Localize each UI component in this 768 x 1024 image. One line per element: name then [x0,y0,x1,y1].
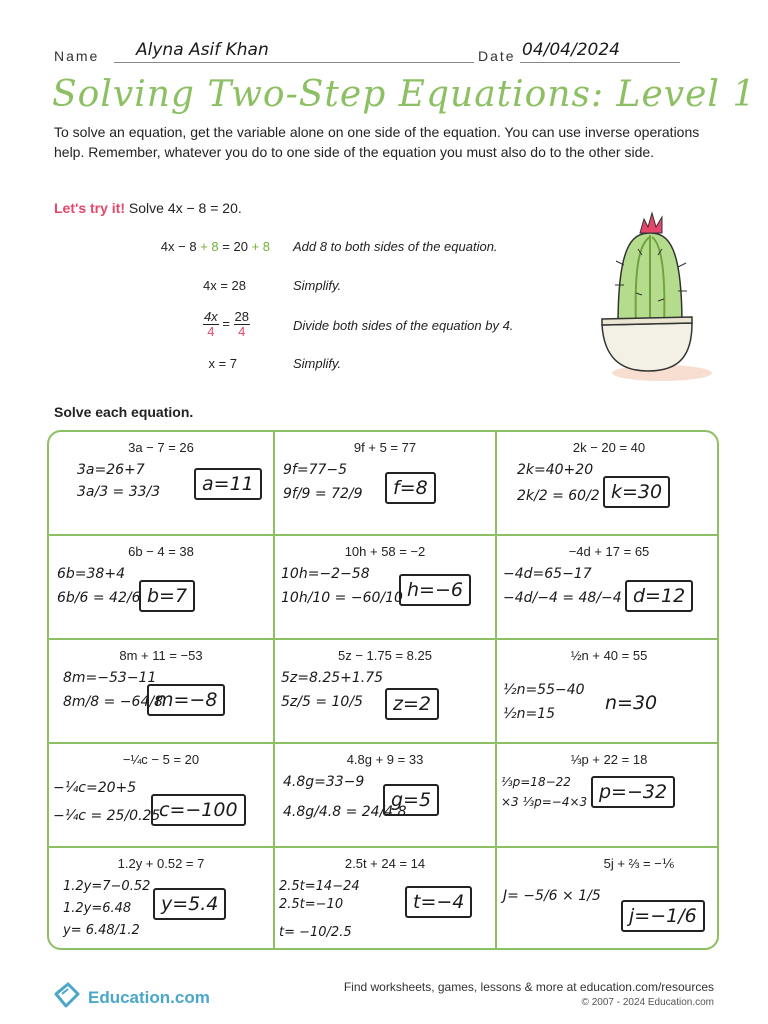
work-line: ⅓p=18−22 [501,775,571,789]
answer-text[interactable]: n=30 [605,692,658,714]
answer-box[interactable]: b=7 [139,580,195,612]
answer-box[interactable]: y=5.4 [153,888,226,920]
answer-box[interactable]: h=−6 [399,574,471,606]
work-line: 8m=−53−11 [63,670,157,686]
problem-grid [47,430,719,950]
work-line: 1.2y=7−0.52 [63,879,151,894]
step-1-left: 4x − 8 [160,239,197,254]
problem-cell [497,848,719,950]
name-field[interactable]: Alyna Asif Khan [136,40,269,60]
problem-equation: 1.2y + 0.52 = 7 [117,856,205,871]
problem-equation: 4.8g + 9 = 33 [346,752,424,767]
work-line: 2k=40+20 [517,462,594,478]
example-prompt: Solve 4x − 8 = 20. [128,200,242,216]
example-step-3-note: Divide both sides of the equation by 4. [293,318,514,333]
problem-equation: 3a − 7 = 26 [128,440,194,455]
problem-equation: 9f + 5 = 77 [353,440,417,455]
cactus-illustration [596,205,716,385]
work-line: 10h/10 = −60/10 [281,590,403,606]
problem-cell [275,536,497,640]
work-line: 5z=8.25+1.75 [281,670,384,686]
problem-cell [49,536,275,640]
problem-equation: 2k − 20 = 40 [572,440,646,455]
answer-box[interactable]: a=11 [194,468,262,500]
step-3-left-denominator: 4 [207,324,215,339]
work-line: 9f=77−5 [283,462,348,478]
problem-cell [275,432,497,536]
problem-cell [49,640,275,744]
work-line: 1.2y=6.48 [63,901,132,916]
problem-cell [497,432,719,536]
example-step-4-equation: x = 7 [208,356,237,371]
problem-cell [497,744,719,848]
work-line: ½n=15 [503,706,555,722]
example-step-2-note: Simplify. [293,278,342,293]
problem-cell [49,848,275,950]
date-label: Date [478,48,516,64]
example-step-2-equation: 4x = 28 [202,278,246,293]
header-row [54,42,714,66]
name-line [114,62,474,63]
answer-box[interactable]: k=30 [603,476,670,508]
date-field[interactable]: 04/04/2024 [522,40,620,60]
answer-box[interactable]: m=−8 [147,684,225,716]
intro-paragraph: To solve an equation, get the variable alone on one side of the equation. You can use inverse operations help. Remember, whatever you do to one side of the equation you must also do to the other side. [54,124,700,160]
problem-equation: 5j + ⅔ = −⅙ [603,856,675,871]
problem-cell [49,744,275,848]
step-1-add-left: + 8 [200,239,219,254]
work-line: 2.5t=−10 [279,897,344,912]
work-line: 2k/2 = 60/2 [517,488,600,504]
problem-equation: ⅓p + 22 = 18 [570,752,648,767]
work-line: 6b/6 = 42/6 [57,590,141,606]
work-line: −4d/−4 = 48/−4 [503,590,622,606]
answer-box[interactable]: z=2 [385,688,439,720]
work-line: J= −5/6 × 1/5 [503,888,601,904]
step-3-right-fraction [234,310,250,339]
work-line: 8m/8 = −64/8 [63,694,163,710]
work-line: −4d=65−17 [503,566,592,582]
name-label: Name [54,48,100,64]
step-3-right-numerator: 28 [234,309,249,324]
education-logo[interactable] [52,976,222,1016]
work-line: y= 6.48/1.2 [63,923,140,938]
problem-cell [497,640,719,744]
example-step-1-equation [120,239,270,254]
education-logo-text: Education.com [88,988,210,1007]
example-intro [54,200,242,216]
problem-equation: −¼c − 5 = 20 [122,752,200,767]
education-logo-icon [52,980,82,1010]
problem-equation: 6b − 4 = 38 [128,544,194,559]
answer-box[interactable]: d=12 [625,580,693,612]
work-line: 4.8g=33−9 [283,774,365,790]
step-1-add-right: + 8 [251,239,270,254]
example-step-3-equation [120,310,250,339]
problem-cell [275,640,497,744]
work-line: 5z/5 = 10/5 [281,694,363,710]
answer-box[interactable]: f=8 [385,472,436,504]
work-line: ×3 ⅓p=−4×3 [501,795,588,809]
problem-cell [49,432,275,536]
answer-box[interactable]: c=−100 [151,794,246,826]
footer-link[interactable]: Find worksheets, games, lessons & more at education.com/resources [343,980,714,994]
example-step-1-note: Add 8 to both sides of the equation. [293,239,498,254]
problem-equation: ½n + 40 = 55 [570,648,648,663]
page-title: Solving Two-Step Equations: Level 1 [52,74,757,115]
problem-cell [497,536,719,640]
solve-heading: Solve each equation. [54,404,194,420]
work-line: 9f/9 = 72/9 [283,486,363,502]
work-line: ½n=55−40 [503,682,585,698]
answer-box[interactable]: t=−4 [405,886,472,918]
date-line [520,62,680,63]
work-line: 3a/3 = 33/3 [77,484,161,500]
work-line: 2.5t=14−24 [279,879,360,894]
answer-box[interactable]: g=5 [383,784,439,816]
work-line: 10h=−2−58 [281,566,370,582]
work-line: −¼c=20+5 [53,780,137,796]
example-step-4-note: Simplify. [293,356,342,371]
problem-equation: 10h + 58 = −2 [344,544,426,559]
work-line: 3a=26+7 [77,462,145,478]
work-line: −¼c = 25/0.25 [53,808,161,824]
problem-equation: 5z − 1.75 = 8.25 [338,648,432,663]
work-line: 6b=38+4 [57,566,125,582]
work-line: t= −10/2.5 [279,925,352,940]
problem-equation: −4d + 17 = 65 [568,544,650,559]
step-3-left-fraction [203,310,219,339]
step-3-right-denominator: 4 [238,324,246,339]
step-3-left-numerator: 4x [203,309,218,324]
work-line: 4.8g/4.8 = 24/4.8 [283,804,407,820]
answer-box[interactable]: j=−1/6 [621,900,705,932]
problem-equation: 2.5t + 24 = 14 [344,856,426,871]
step-3-equals: = [222,315,230,331]
problem-cell [275,848,497,950]
answer-box[interactable]: p=−32 [591,776,675,808]
problem-equation: 8m + 11 = −53 [119,648,203,663]
step-1-right: = 20 [222,239,248,254]
example-lead: Let's try it! [54,200,126,216]
problem-cell [275,744,497,848]
footer-copyright: © 2007 - 2024 Education.com [581,997,714,1008]
